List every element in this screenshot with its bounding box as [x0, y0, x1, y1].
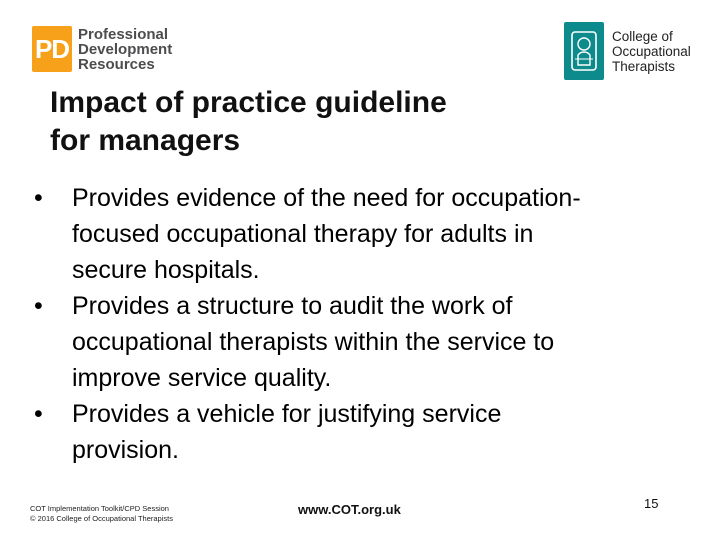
cot-logo-line: College of	[612, 28, 673, 44]
bullet-dot-icon: •	[34, 292, 43, 320]
bullet-line: Provides evidence of the need for occupation-	[72, 184, 581, 212]
bullet-line: provision.	[72, 436, 179, 464]
bullet-dot-icon: •	[34, 400, 43, 428]
footer-credit-line: COT Implementation Toolkit/CPD Session	[30, 504, 169, 513]
footer-credits	[30, 504, 173, 524]
slide-title	[50, 84, 610, 160]
cot-emblem-icon	[564, 22, 604, 80]
bullet-item	[34, 180, 674, 288]
bullet-line: focused occupational therapy for adults in	[72, 220, 534, 248]
bullet-line: improve service quality.	[72, 364, 332, 392]
pd-resources-logo	[32, 26, 172, 72]
cot-logo-text	[612, 29, 691, 74]
slide-title-line: Impact of practice guideline	[50, 86, 447, 119]
bullet-line: Provides a structure to audit the work of	[72, 292, 513, 320]
bullet-line: occupational therapists within the service to	[72, 328, 555, 356]
bullet-item	[34, 396, 674, 468]
pd-logo-text	[78, 27, 172, 72]
footer-credit-line: © 2016 College of Occupational Therapists	[30, 514, 173, 523]
bullet-line: secure hospitals.	[72, 256, 260, 284]
cot-logo-line: Occupational	[612, 43, 691, 59]
cot-logo	[564, 22, 691, 80]
footer-url-link[interactable]: www.COT.org.uk	[298, 502, 401, 517]
bullet-list	[34, 180, 674, 468]
pd-logo-line: Resources	[78, 55, 155, 73]
pd-logo-line: Development	[78, 40, 173, 58]
slide-title-line: for managers	[50, 124, 241, 157]
bullet-line: Provides a vehicle for justifying service	[72, 400, 502, 428]
bullet-item	[34, 288, 674, 396]
pd-logo-badge: PD	[32, 26, 72, 72]
bullet-dot-icon: •	[34, 184, 43, 212]
page-number: 15	[644, 496, 659, 511]
cot-logo-line: Therapists	[612, 58, 676, 74]
pd-logo-line: Professional	[78, 25, 169, 43]
